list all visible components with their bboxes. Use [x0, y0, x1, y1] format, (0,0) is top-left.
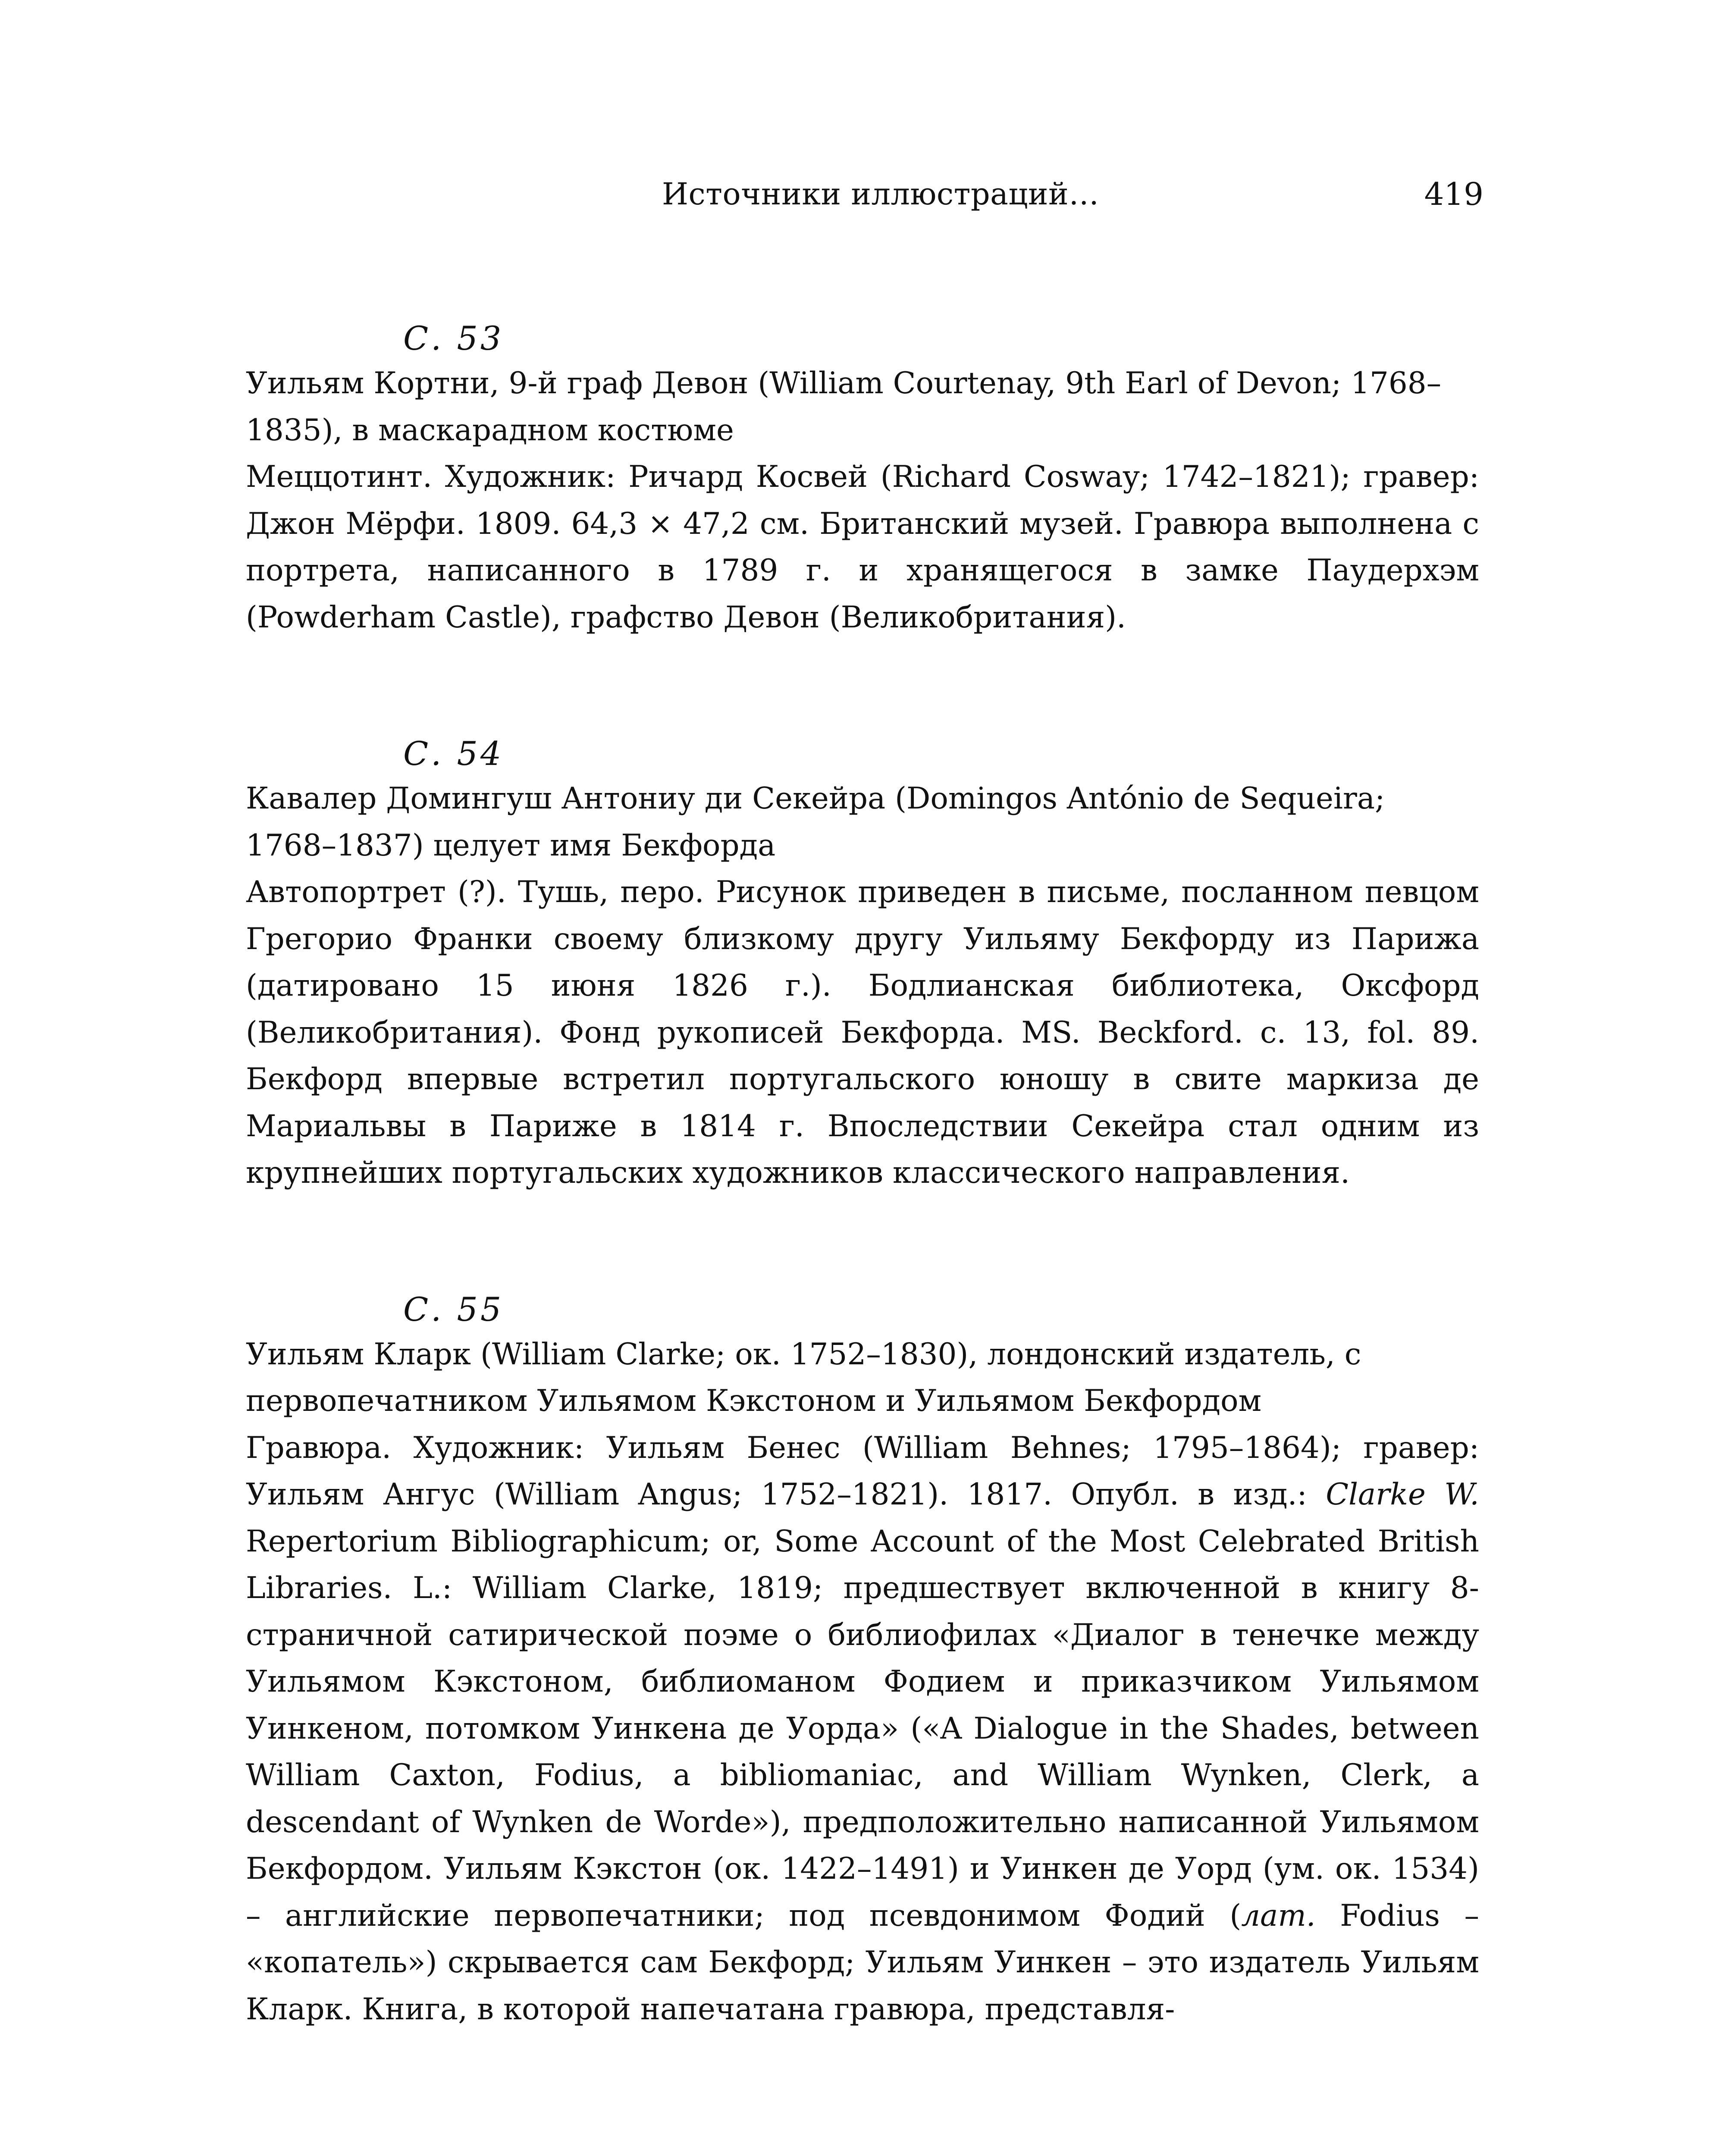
desc-text: Fodius – «копатель») скрывается сам Бекфорд; Уильям Уинкен – это издатель Уильям Кларк. Книга, в которой напечатана гравюра, представля-	[246, 1898, 1479, 2027]
desc-text: Гравюра. Художник: Уильям Бенес (William Behnes; 1795–1864); гравер: Уильям Ангус (William Angus; 1752–1821). 1817. Опубл. в изд.:	[246, 1430, 1479, 1512]
entry-title: Уильям Кларк (William Clarke; ок. 1752–1830), лондонский издатель, с первопечатником Уильямом Кэкстоном и Уильямом Бекфордом	[246, 1337, 1361, 1418]
entry-title: Уильям Кортни, 9-й граф Девон (William Courtenay, 9th Earl of Devon; 1768–1835), в маскарадном костюме	[246, 366, 1442, 448]
entry-description	[246, 1425, 1479, 2033]
illustration-sources-list	[246, 317, 1479, 2124]
entry-title: Кавалер Домингуш Антониу ди Секейра (Domingos António de Sequeira; 1768–1837) целует имя Бекфорда	[246, 781, 1385, 863]
entry-p53	[246, 317, 1479, 641]
entry-page-ref: С. 53	[403, 319, 504, 357]
entry-description: Меццотинт. Художник: Ричард Косвей (Richard Cosway; 1742–1821); гравер: Джон Мёрфи. 1809. 64,3 × 47,2 см. Британский музей. Гравюра выполнена с портрета, написанного в 1789 г. и хранящегося в замке Паудерхэм (Powderham Castle), графство Девон (Великобритания).	[246, 460, 1479, 635]
entry-p54	[246, 732, 1479, 1197]
entry-description: Автопортрет (?). Тушь, перо. Рисунок приведен в письме, посланном певцом Грегорио Франки своему близкому другу Уильяму Бекфорду из Парижа (датировано 15 июня 1826 г.). Бодлианская библиотека, Оксфорд (Великобритания). Фонд рукописей Бекфорда. MS. Beckford. c. 13, fol. 89. Бекфорд впервые встретил португальского юношу в свите маркиза де Мариальвы в Париже в 1814 г. Впоследствии Секейра стал одним из крупнейших португальских художников классического направления.	[246, 875, 1479, 1190]
entry-page-ref: С. 54	[403, 734, 504, 773]
page-number: 419	[1424, 176, 1484, 212]
running-head: Источники иллюстраций…	[662, 176, 1099, 212]
author-italic: Clarke W.	[1326, 1477, 1479, 1512]
entry-p55	[246, 1288, 1479, 2033]
desc-text: Repertorium Bibliographicum; or, Some Account of the Most Celebrated British Libraries. L.: William Clarke, 1819; предшествует включенной в книгу 8-страничной сатирической поэме о библиофилах «Диалог в тенечке между Уильямом Кэкстоном, библиоманом Фодием и приказчиком Уильямом Уинкеном, потомком Уинкена де Уорда» («A Dialogue in the Shades, between William Caxton, Fodius, a bibliomaniac, and William Wynken, Clerk, a descendant of Wynken de Worde»), предположительно написанной Уильямом Бекфордом. Уильям Кэкстон (ок. 1422–1491) и Уинкен де Уорд (ум. ок. 1534) – английские первопечатники; под псевдонимом Фодий (	[246, 1524, 1479, 1933]
entry-page-ref: С. 55	[403, 1290, 504, 1329]
latin-abbr-italic: лат.	[1241, 1898, 1316, 1933]
